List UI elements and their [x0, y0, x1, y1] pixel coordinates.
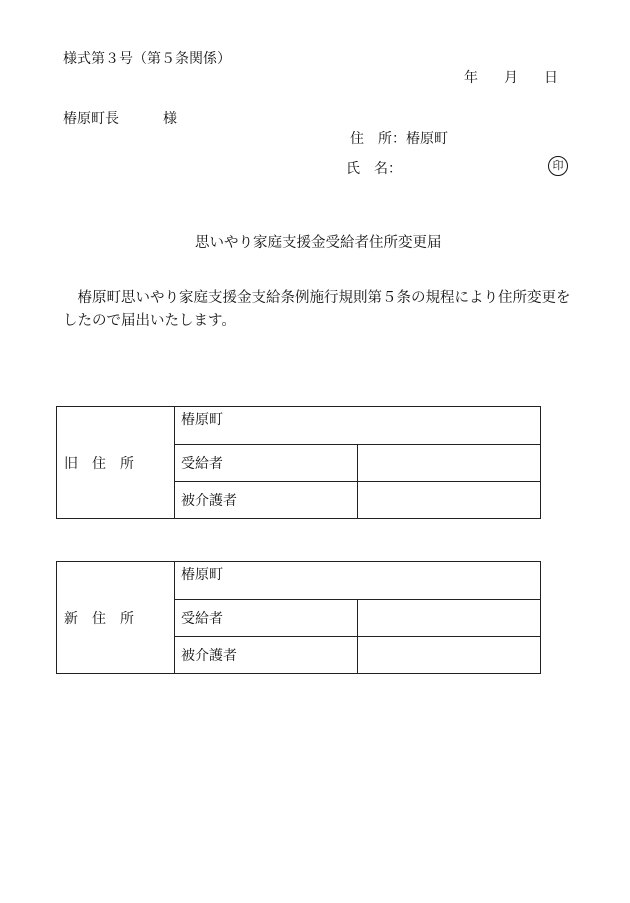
- old-address-header: 旧 住 所: [57, 407, 175, 519]
- old-recipient-label: 受給者: [175, 445, 358, 482]
- applicant-name-label: 氏 名：: [346, 161, 402, 177]
- new-recipient-field[interactable]: [358, 600, 541, 637]
- new-address-table: [56, 561, 541, 674]
- form-number: 様式第３号（第５条関係）: [63, 51, 231, 67]
- date-month-label: 月: [504, 70, 518, 86]
- addressee: [63, 108, 177, 128]
- addressee-mayor: 椿原町長: [63, 111, 119, 127]
- new-address-header: 新 住 所: [57, 562, 175, 674]
- date-year-label: 年: [464, 70, 478, 86]
- document-title: 思いやり家庭支援金受給者住所変更届: [195, 235, 442, 251]
- new-recipient-label: 受給者: [175, 600, 358, 637]
- addressee-honorific: 様: [163, 111, 177, 127]
- old-address-town: 椿原町: [175, 407, 541, 445]
- old-recipient-field[interactable]: [358, 445, 541, 482]
- document-body: 椿原町思いやり家庭支援金支給条例施行規則第５条の規程により住所変更をしたので届出いたします。: [63, 290, 571, 329]
- applicant-address: [350, 128, 448, 148]
- old-care-field[interactable]: [358, 482, 541, 519]
- date-day-label: 日: [544, 70, 558, 86]
- new-care-field[interactable]: [358, 637, 541, 674]
- applicant-address-value: 椿原町: [406, 131, 448, 147]
- seal-mark: 印: [548, 156, 568, 176]
- applicant-address-label: 住 所：: [350, 131, 406, 147]
- new-care-label: 被介護者: [175, 637, 358, 674]
- date-line: [464, 67, 558, 87]
- applicant-name: [346, 158, 402, 178]
- old-care-label: 被介護者: [175, 482, 358, 519]
- old-address-table: [56, 406, 541, 519]
- new-address-town: 椿原町: [175, 562, 541, 600]
